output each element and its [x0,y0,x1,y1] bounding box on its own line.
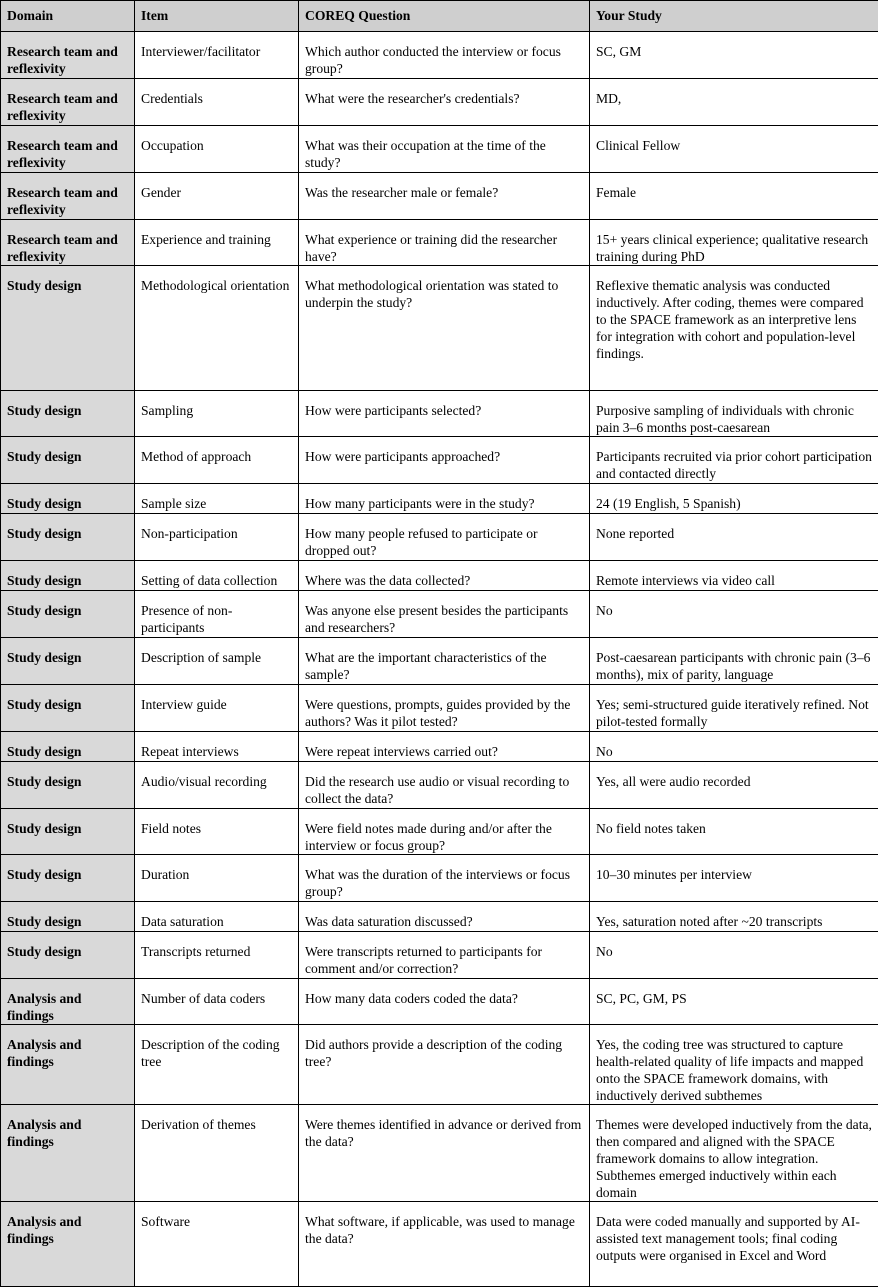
answer-cell: 24 (19 English, 5 Spanish) [590,484,878,514]
domain-cell: Study design [1,732,135,762]
item-cell: Experience and training [135,220,299,266]
table-header [1,1,878,32]
table-row [1,173,878,220]
item-cell: Non-participation [135,514,299,561]
item-cell: Methodological orientation [135,266,299,391]
question-cell: Were repeat interviews carried out? [299,732,590,762]
header-coreq-question: COREQ Question [299,1,590,32]
question-cell: How were participants approached? [299,437,590,484]
table-row [1,514,878,561]
domain-cell: Study design [1,809,135,855]
question-cell: What are the important characteristics of the sample? [299,638,590,685]
table-row [1,79,878,126]
table-row [1,220,878,266]
item-cell: Sampling [135,391,299,437]
answer-cell: MD, [590,79,878,126]
domain-cell: Study design [1,638,135,685]
answer-cell: Yes, saturation noted after ~20 transcripts [590,902,878,932]
domain-cell: Study design [1,391,135,437]
domain-cell: Study design [1,561,135,591]
answer-cell: 10–30 minutes per interview [590,855,878,902]
table-row [1,685,878,732]
answer-cell: Purposive sampling of individuals with chronic pain 3–6 months post-caesarean [590,391,878,437]
question-cell: What experience or training did the researcher have? [299,220,590,266]
question-cell: What methodological orientation was stated to underpin the study? [299,266,590,391]
question-cell: Were questions, prompts, guides provided by the authors? Was it pilot tested? [299,685,590,732]
domain-cell: Study design [1,932,135,979]
question-cell: What software, if applicable, was used to manage the data? [299,1202,590,1287]
domain-cell: Study design [1,514,135,561]
domain-cell: Analysis and findings [1,1105,135,1202]
answer-cell: Reflexive thematic analysis was conducted inductively. After coding, themes were compared to the SPACE framework as an interpretive lens for integration with cohort and population-level findings. [590,266,878,391]
item-cell: Sample size [135,484,299,514]
question-cell: Were field notes made during and/or after the interview or focus group? [299,809,590,855]
question-cell: How many participants were in the study? [299,484,590,514]
item-cell: Duration [135,855,299,902]
table-row [1,638,878,685]
table-row [1,732,878,762]
question-cell: Were themes identified in advance or derived from the data? [299,1105,590,1202]
table-row [1,591,878,638]
domain-cell: Study design [1,762,135,809]
question-cell: Where was the data collected? [299,561,590,591]
question-cell: What were the researcher's credentials? [299,79,590,126]
question-cell: Was data saturation discussed? [299,902,590,932]
answer-cell: No [590,732,878,762]
table-row [1,979,878,1025]
answer-cell: SC, GM [590,32,878,79]
table-row [1,561,878,591]
question-cell: How were participants selected? [299,391,590,437]
question-cell: Did the research use audio or visual recording to collect the data? [299,762,590,809]
domain-cell: Research team and reflexivity [1,220,135,266]
table-row [1,484,878,514]
item-cell: Field notes [135,809,299,855]
answer-cell: No field notes taken [590,809,878,855]
header-your-study: Your Study [590,1,878,32]
answer-cell: Themes were developed inductively from the data, then compared and aligned with the SPACE framework domains to allow integration. Subthemes emerged inductively within each domain [590,1105,878,1202]
item-cell: Derivation of themes [135,1105,299,1202]
question-cell: Was anyone else present besides the participants and researchers? [299,591,590,638]
item-cell: Software [135,1202,299,1287]
item-cell: Description of the coding tree [135,1025,299,1105]
answer-cell: SC, PC, GM, PS [590,979,878,1025]
domain-cell: Research team and reflexivity [1,79,135,126]
domain-cell: Study design [1,902,135,932]
question-cell: Did authors provide a description of the coding tree? [299,1025,590,1105]
table-row [1,855,878,902]
item-cell: Description of sample [135,638,299,685]
question-cell: What was the duration of the interviews or focus group? [299,855,590,902]
answer-cell: Data were coded manually and supported by AI-assisted text management tools; final coding outputs were organised in Excel and Word [590,1202,878,1287]
domain-cell: Study design [1,855,135,902]
header-item: Item [135,1,299,32]
domain-cell: Study design [1,591,135,638]
item-cell: Interview guide [135,685,299,732]
domain-cell: Study design [1,484,135,514]
answer-cell: Clinical Fellow [590,126,878,173]
question-cell: How many data coders coded the data? [299,979,590,1025]
question-cell: Which author conducted the interview or focus group? [299,32,590,79]
table-row [1,266,878,391]
item-cell: Repeat interviews [135,732,299,762]
table-row [1,437,878,484]
answer-cell: Female [590,173,878,220]
domain-cell: Analysis and findings [1,979,135,1025]
question-cell: Were transcripts returned to participants for comment and/or correction? [299,932,590,979]
table-row [1,1202,878,1287]
answer-cell: None reported [590,514,878,561]
item-cell: Number of data coders [135,979,299,1025]
item-cell: Occupation [135,126,299,173]
header-row [1,1,878,32]
item-cell: Transcripts returned [135,932,299,979]
question-cell: What was their occupation at the time of the study? [299,126,590,173]
answer-cell: Participants recruited via prior cohort participation and contacted directly [590,437,878,484]
table-row [1,32,878,79]
answer-cell: 15+ years clinical experience; qualitative research training during PhD [590,220,878,266]
item-cell: Interviewer/facilitator [135,32,299,79]
item-cell: Presence of non-participants [135,591,299,638]
answer-cell: Yes; semi-structured guide iteratively refined. Not pilot-tested formally [590,685,878,732]
item-cell: Audio/visual recording [135,762,299,809]
table-row [1,391,878,437]
domain-cell: Study design [1,437,135,484]
question-cell: Was the researcher male or female? [299,173,590,220]
table-row [1,126,878,173]
domain-cell: Research team and reflexivity [1,126,135,173]
table-row [1,1025,878,1105]
table-row [1,762,878,809]
table-body [1,32,878,1287]
answer-cell: Remote interviews via video call [590,561,878,591]
header-domain: Domain [1,1,135,32]
table-row [1,809,878,855]
domain-cell: Research team and reflexivity [1,32,135,79]
answer-cell: Yes, all were audio recorded [590,762,878,809]
domain-cell: Analysis and findings [1,1202,135,1287]
table-row [1,1105,878,1202]
question-cell: How many people refused to participate or dropped out? [299,514,590,561]
item-cell: Method of approach [135,437,299,484]
item-cell: Gender [135,173,299,220]
answer-cell: Post-caesarean participants with chronic pain (3–6 months), mix of parity, language [590,638,878,685]
domain-cell: Research team and reflexivity [1,173,135,220]
table-row [1,932,878,979]
item-cell: Data saturation [135,902,299,932]
answer-cell: No [590,591,878,638]
answer-cell: Yes, the coding tree was structured to capture health-related quality of life impacts and mapped onto the SPACE framework domains, with inductively derived subthemes [590,1025,878,1105]
domain-cell: Analysis and findings [1,1025,135,1105]
answer-cell: No [590,932,878,979]
item-cell: Setting of data collection [135,561,299,591]
domain-cell: Study design [1,266,135,391]
domain-cell: Study design [1,685,135,732]
table-row [1,902,878,932]
item-cell: Credentials [135,79,299,126]
